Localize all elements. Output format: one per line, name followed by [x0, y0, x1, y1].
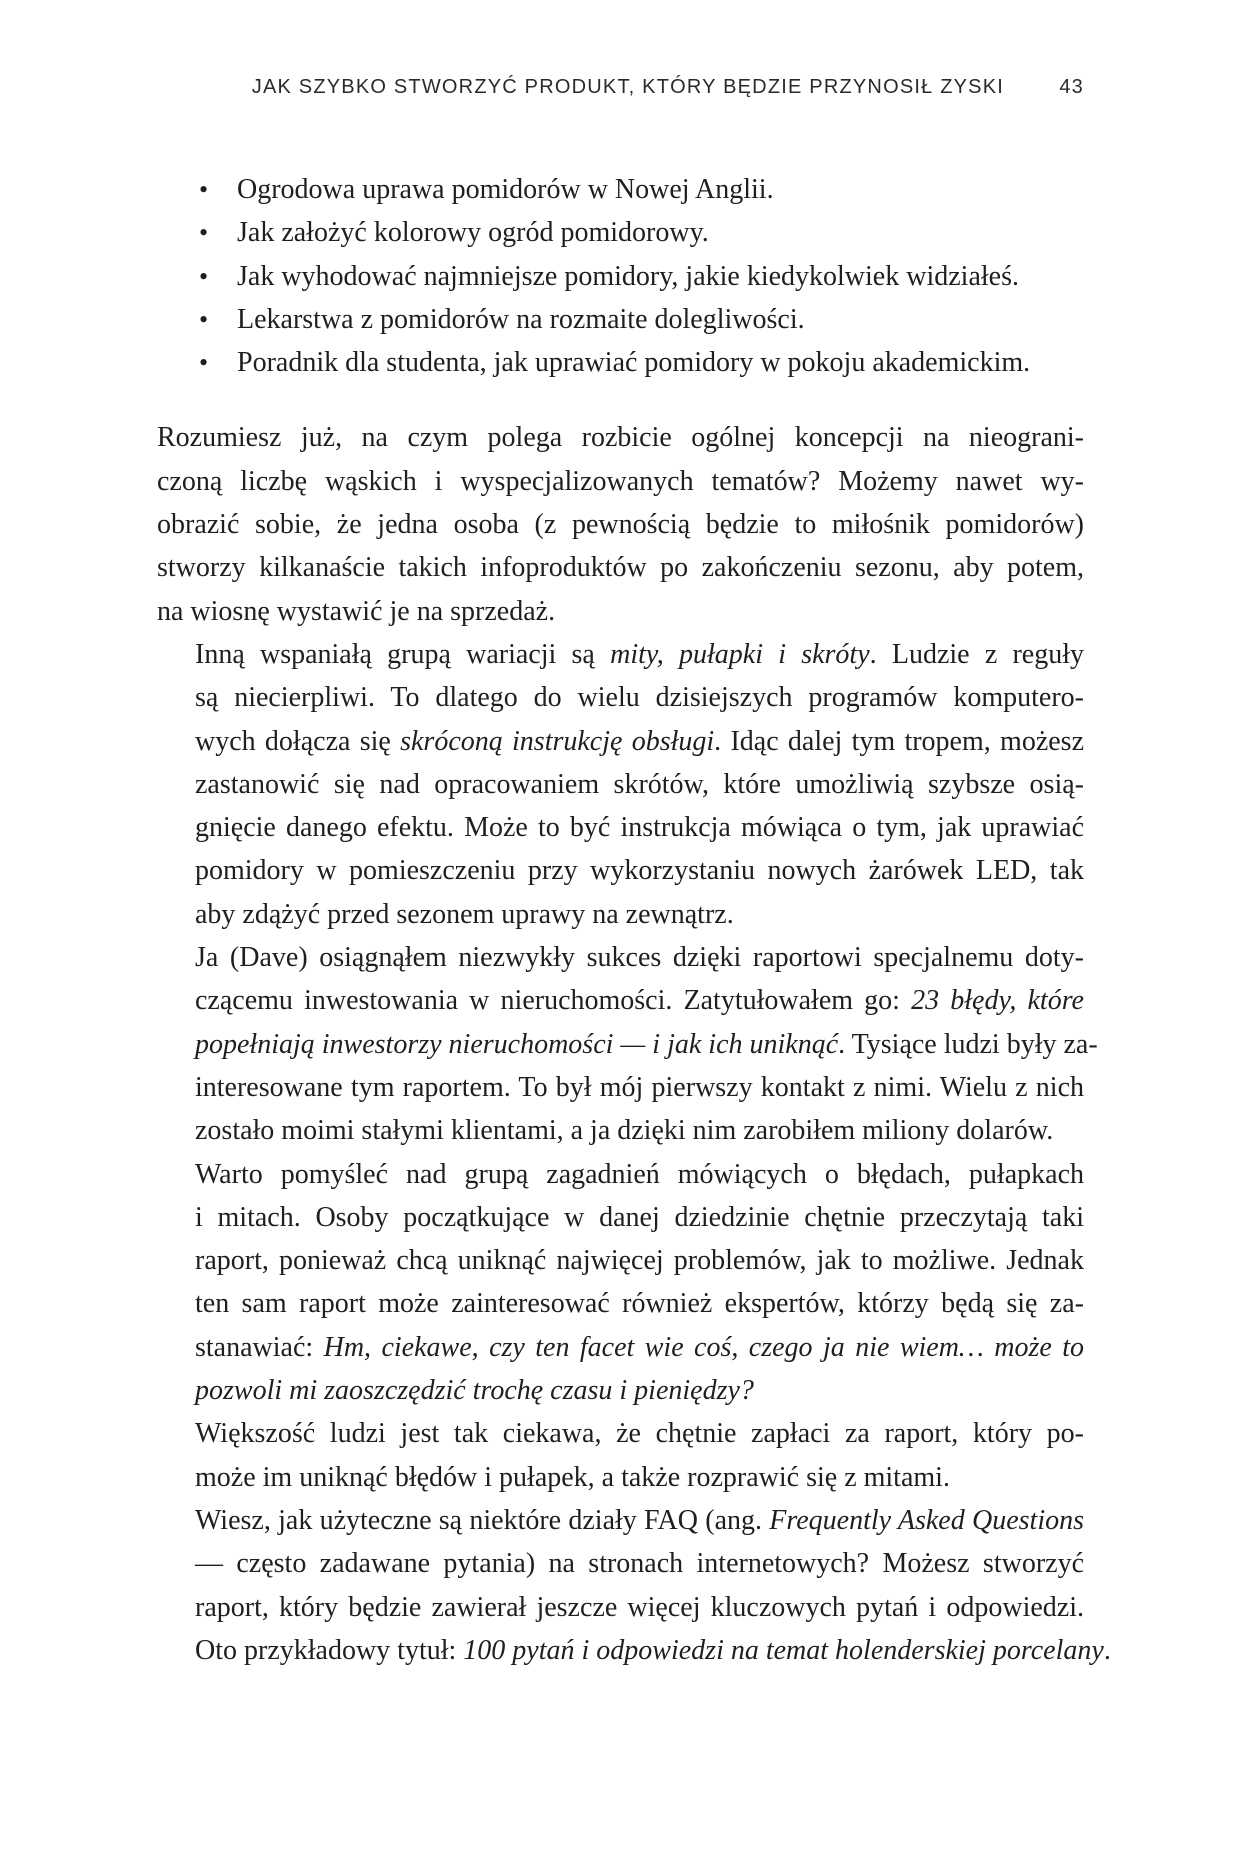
list-item: • Jak założyć kolorowy ogród pomidorowy. — [157, 211, 1084, 254]
paragraph — [157, 1499, 1111, 1672]
bullet-icon: • — [199, 304, 209, 334]
list-item: • Lekarstwa z pomidorów na rozmaite dolegliwości. — [157, 298, 1084, 341]
text-line: zostało moimi stałymi klientami, a ja dzięki nim zarobiłem miliony dolarów. — [195, 1115, 1054, 1147]
body-text — [157, 168, 1111, 1672]
text-line: na wiosnę wystawić je na sprzedaż. — [157, 595, 556, 627]
text-line: popełniają inwestorzy nieruchomości — i jak ich uniknąć. Tysiące ludzi były za- — [195, 1028, 1098, 1060]
text-line: Oto przykładowy tytuł: 100 pytań i odpowiedzi na temat holenderskiej porcelany. — [195, 1634, 1111, 1666]
paragraph — [157, 633, 1084, 936]
text-line: raport, który będzie zawierał jeszcze więcej kluczowych pytań i odpowiedzi. — [195, 1591, 1084, 1623]
text-line: wych dołącza się skróconą instrukcję obsługi. Idąc dalej tym tropem, możesz — [195, 725, 1084, 757]
text-line: ten sam raport może zainteresować również ekspertów, którzy będą się za- — [195, 1288, 1084, 1320]
text-line: czoną liczbę wąskich i wyspecjalizowanych tematów? Możemy nawet wy- — [157, 465, 1084, 497]
text-line: obrazić sobie, że jedna osoba (z pewnością będzie to miłośnik pomidorów) — [157, 509, 1084, 541]
text-line: pomidory w pomieszczeniu przy wykorzystaniu nowych żarówek LED, tak — [195, 855, 1084, 887]
text-line: aby zdążyć przed sezonem uprawy na zewnątrz. — [195, 898, 734, 930]
bullet-icon: • — [199, 348, 209, 378]
text-line: Większość ludzi jest tak ciekawa, że chętnie zapłaci za raport, który po- — [195, 1418, 1084, 1450]
text-line: Wiesz, jak użyteczne są niektóre działy FAQ (ang. Frequently Asked Questions — [195, 1504, 1084, 1536]
text-line: zastanowić się nad opracowaniem skrótów, które umożliwią szybsze osią- — [195, 768, 1084, 800]
running-head-title: JAK SZYBKO STWORZYĆ PRODUKT, KTÓRY BĘDZIE PRZYNOSIŁ ZYSKI — [251, 76, 1004, 98]
text-line: pozwoli mi zaoszczędzić trochę czasu i pieniędzy? — [195, 1375, 754, 1407]
text-line: stanawiać: Hm, ciekawe, czy ten facet wie coś, czego ja nie wiem… może to — [195, 1331, 1085, 1363]
text-line: czącemu inwestowania w nieruchomości. Zatytułowałem go: 23 błędy, które — [195, 985, 1084, 1017]
paragraph — [157, 936, 1098, 1152]
list-item: • Ogrodowa uprawa pomidorów w Nowej Anglii. — [157, 168, 1084, 211]
bullet-list — [157, 168, 1084, 384]
text-line: i mitach. Osoby początkujące w danej dziedzinie chętnie przeczytają taki — [195, 1201, 1084, 1233]
paragraph — [157, 1412, 1084, 1499]
text-line: raport, ponieważ chcą uniknąć najwięcej problemów, jak to możliwe. Jednak — [195, 1245, 1084, 1277]
bullet-icon: • — [199, 175, 209, 204]
paragraph — [157, 1153, 1084, 1413]
paragraph — [157, 416, 1084, 632]
text-line: Warto pomyśleć nad grupą zagadnień mówiących o błędach, pułapkach — [195, 1158, 1084, 1190]
text-line: gnięcie danego efektu. Może to być instrukcja mówiąca o tym, jak uprawiać — [195, 812, 1084, 844]
text-line: stworzy kilkanaście takich infoproduktów po zakończeniu sezonu, aby potem, — [157, 552, 1084, 584]
text-line: Ja (Dave) osiągnąłem niezwykły sukces dzięki raportowi specjalnemu doty- — [195, 942, 1084, 974]
bullet-icon: • — [199, 218, 209, 248]
list-item: • Jak wyhodować najmniejsze pomidory, jakie kiedykolwiek widziałeś. — [157, 255, 1084, 298]
list-item: • Poradnik dla studenta, jak uprawiać pomidory w pokoju akademickim. — [157, 341, 1084, 384]
bullet-icon: • — [199, 261, 209, 291]
running-head — [157, 70, 1084, 110]
text-line: — często zadawane pytania) na stronach internetowych? Możesz stworzyć — [195, 1548, 1084, 1580]
page-number: 43 — [1059, 76, 1084, 98]
text-line: interesowane tym raportem. To był mój pierwszy kontakt z nimi. Wielu z nich — [195, 1071, 1084, 1103]
text-line: Rozumiesz już, na czym polega rozbicie ogólnej koncepcji na nieograni- — [157, 422, 1084, 454]
text-line: Inną wspaniałą grupą wariacji są mity, pułapki i skróty. Ludzie z reguły — [195, 638, 1085, 670]
text-line: może im uniknąć błędów i pułapek, a także rozprawić się z mitami. — [195, 1461, 950, 1493]
text-line: są niecierpliwi. To dlatego do wielu dzisiejszych programów komputero- — [195, 682, 1084, 714]
